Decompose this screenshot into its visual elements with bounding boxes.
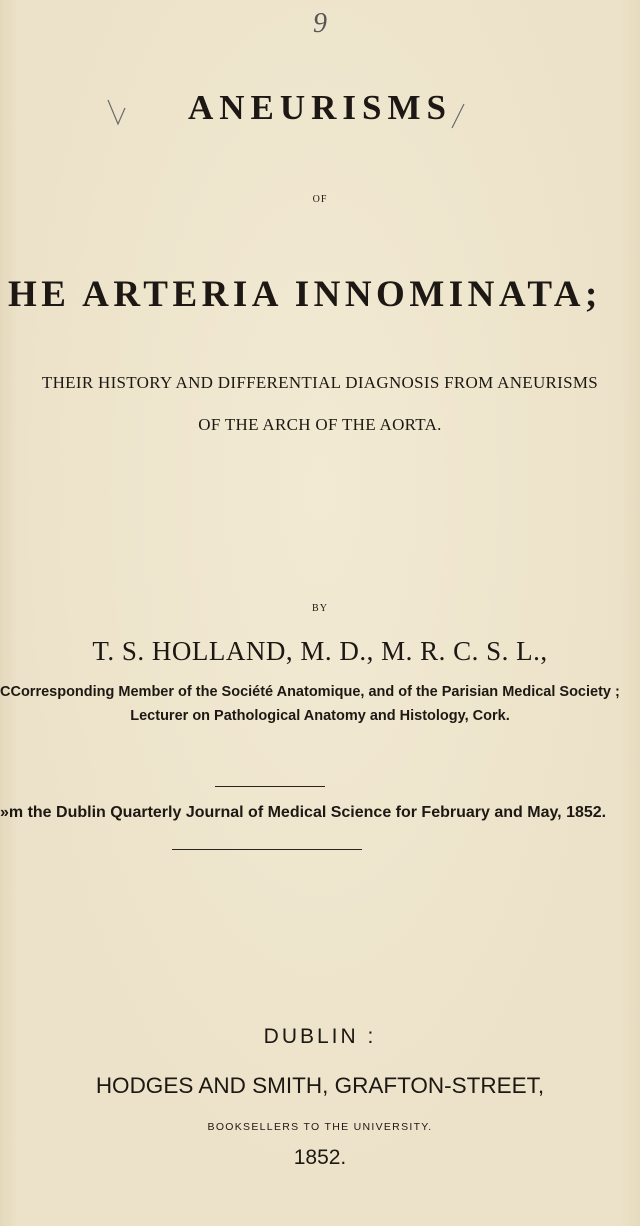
imprint-year: 1852. xyxy=(293,1146,347,1169)
title-top: ANEURISMS xyxy=(187,88,453,127)
author-credentials-line-1: CCorresponding Member of the Société Anatomique, and of the Parisian Medical Society ; xyxy=(0,684,620,700)
source-note: »m the Dublin Quarterly Journal of Medical Science for February and May, 1852. xyxy=(0,804,607,821)
divider-rule-lower xyxy=(172,849,362,850)
pencil-marks xyxy=(0,0,640,160)
author-credentials-line-2: Lecturer on Pathological Anatomy and Histology, Cork. xyxy=(130,708,510,724)
by-label: BY xyxy=(312,603,328,614)
title-main: HE ARTERIA INNOMINATA; xyxy=(8,274,602,315)
imprint-booksellers: BOOKSELLERS TO THE UNIVERSITY. xyxy=(207,1121,433,1133)
author-name: T. S. HOLLAND, M. D., M. R. C. S. L., xyxy=(92,636,548,666)
subtitle-line-2: OF THE ARCH OF THE AORTA. xyxy=(198,415,442,434)
subtitle-line-1: THEIR HISTORY AND DIFFERENTIAL DIAGNOSIS FROM ANEURISMS xyxy=(41,373,599,392)
title-of: OF xyxy=(312,194,328,205)
imprint-place: DUBLIN : xyxy=(263,1025,377,1048)
divider-rule-upper xyxy=(215,786,325,787)
shelf-mark: 9 xyxy=(313,8,327,39)
imprint-publisher: HODGES AND SMITH, GRAFTON-STREET, xyxy=(95,1073,545,1098)
